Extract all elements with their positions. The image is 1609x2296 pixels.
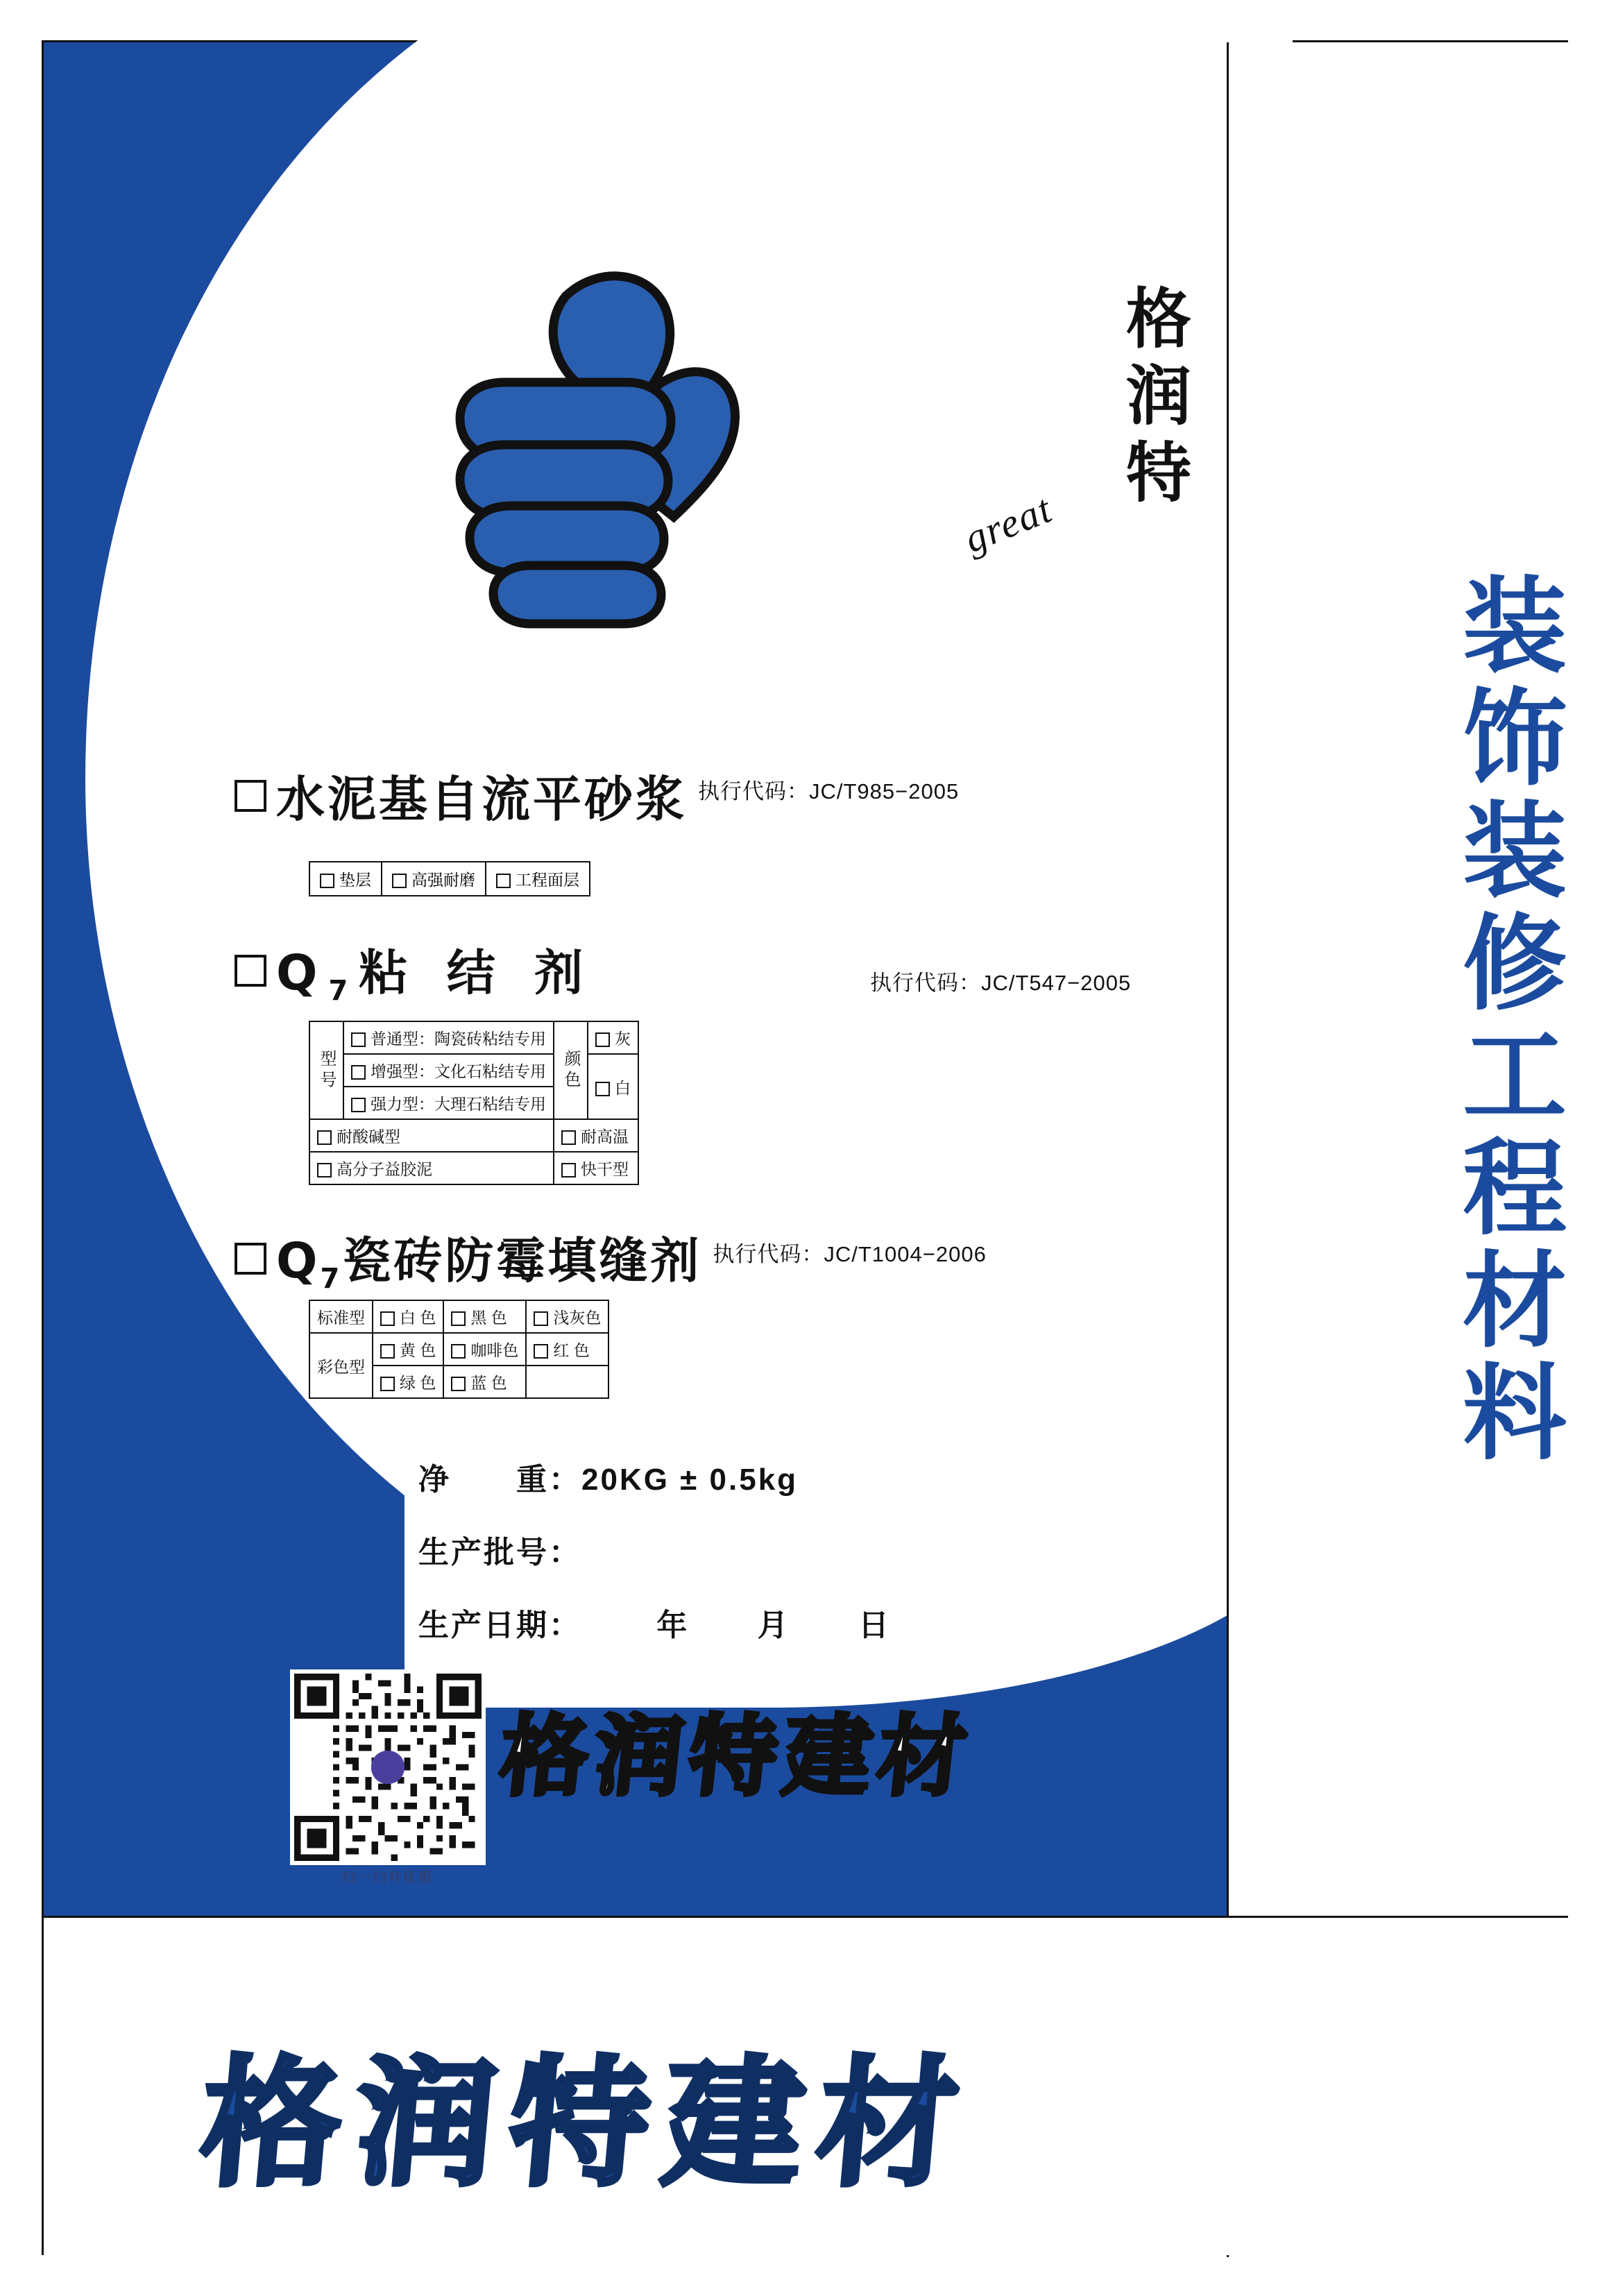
option-label: 灰 — [615, 1030, 631, 1048]
product-standard-grout: 执行代码：JC/T1004−2006 — [713, 1241, 987, 1266]
option-label: 高强耐磨 — [411, 871, 475, 889]
adhesive-type-option[interactable] — [309, 1152, 554, 1184]
product-code-q: Q — [276, 944, 329, 1001]
option-label: 快干型 — [581, 1160, 629, 1178]
product-standard-self-leveling: 执行代码：JC/T985−2005 — [698, 779, 960, 803]
option-checkbox[interactable] — [320, 874, 334, 888]
option-label: 蓝 色 — [470, 1374, 507, 1392]
option-checkbox[interactable] — [380, 1311, 395, 1326]
date-label: 生产日期： — [418, 1608, 581, 1643]
side-panel-text: 装饰装修工程材料 — [1445, 571, 1565, 1470]
product-checkbox-self-leveling[interactable] — [235, 780, 266, 812]
product-title-grout — [276, 1222, 701, 1295]
logo-brand-cn — [1126, 282, 1194, 513]
product-standard-adhesive: 执行代码：JC/T547−2005 — [870, 971, 1132, 995]
option-label: 强力型：大理石粘结专用 — [371, 1095, 546, 1113]
option-checkbox[interactable] — [534, 1344, 548, 1359]
adhesive-type-option[interactable] — [343, 1087, 554, 1119]
grout-color-option[interactable] — [443, 1333, 526, 1366]
option-label: 黄 色 — [400, 1341, 436, 1359]
option-checkbox[interactable] — [451, 1377, 466, 1391]
qr-caption: 扫一扫有优惠 — [341, 1870, 433, 1885]
option-label: 高分子益胶泥 — [337, 1160, 432, 1178]
option-checkbox[interactable] — [351, 1098, 366, 1112]
qr-code-image — [294, 1674, 482, 1861]
option-checkbox[interactable] — [595, 1032, 610, 1047]
date-line — [418, 1600, 891, 1644]
product-code-sub: 7 — [328, 975, 359, 1007]
grout-color-table — [309, 1300, 609, 1399]
option-label: 耐高温 — [581, 1128, 629, 1146]
grout-color-option[interactable] — [526, 1333, 608, 1366]
adhesive-type-option[interactable] — [554, 1152, 638, 1184]
grout-color-option[interactable] — [373, 1333, 443, 1366]
option-checkbox[interactable] — [380, 1377, 395, 1391]
option-checkbox[interactable] — [534, 1311, 548, 1326]
grout-color-option[interactable] — [526, 1300, 608, 1333]
logo-brand-char-3: 特 — [1126, 435, 1195, 511]
product-checkbox-grout[interactable] — [235, 1243, 266, 1275]
option-checkbox[interactable] — [351, 1032, 366, 1047]
product-grout — [235, 1222, 987, 1295]
adhesive-type-option[interactable] — [309, 1119, 554, 1152]
option-label: 垫层 — [339, 871, 371, 889]
grout-color-option[interactable] — [373, 1300, 443, 1333]
logo — [405, 250, 1195, 667]
option-checkbox[interactable] — [380, 1344, 395, 1359]
option-label: 绿 色 — [400, 1374, 436, 1392]
thumbs-up-icon — [418, 250, 779, 639]
option-checkbox[interactable] — [451, 1344, 466, 1359]
date-unit-month: 月 — [757, 1608, 790, 1643]
date-unit-year: 年 — [656, 1608, 690, 1643]
option-item[interactable] — [310, 862, 382, 895]
grout-row-label-colored: 彩色型 — [309, 1333, 373, 1398]
adhesive-color-label: 颜色 — [554, 1021, 588, 1119]
script-brand: 格润特建材 — [495, 1706, 978, 1808]
adhesive-color-option[interactable] — [588, 1054, 638, 1119]
product-self-leveling — [235, 760, 959, 831]
option-label: 增强型：文化石粘结专用 — [371, 1062, 546, 1080]
adhesive-type-label: 型号 — [309, 1021, 343, 1119]
option-checkbox[interactable] — [451, 1311, 466, 1326]
adhesive-color-option[interactable] — [588, 1021, 638, 1054]
net-weight-value: 20KG ± 0.5kg — [581, 1463, 799, 1497]
adhesive-type-option[interactable] — [343, 1054, 554, 1087]
grout-color-option[interactable] — [443, 1366, 526, 1398]
logo-brand-char-1: 格 — [1126, 282, 1195, 357]
product-name-adhesive: 粘 结 剂 — [359, 944, 595, 1001]
option-checkbox[interactable] — [351, 1065, 366, 1080]
grout-row-label-standard: 标准型 — [309, 1300, 373, 1333]
option-item[interactable] — [382, 862, 486, 895]
option-label: 白 — [615, 1078, 631, 1097]
side-panel — [1229, 42, 1568, 1916]
product-code-q: Q — [276, 1232, 321, 1289]
adhesive-type-option[interactable] — [554, 1119, 638, 1152]
batch-line — [418, 1527, 581, 1572]
option-label: 咖啡色 — [470, 1341, 519, 1359]
option-checkbox[interactable] — [496, 874, 511, 888]
front-panel — [44, 42, 1227, 1916]
logo-brand-char-2: 润 — [1126, 358, 1195, 434]
option-checkbox[interactable] — [561, 1130, 576, 1145]
option-label: 黑 色 — [470, 1309, 507, 1327]
date-unit-day: 日 — [858, 1608, 891, 1643]
grout-color-empty — [526, 1366, 608, 1398]
adhesive-spec-table — [309, 1021, 639, 1185]
logo-great-text: great — [957, 485, 1059, 562]
option-checkbox[interactable] — [561, 1163, 576, 1177]
batch-label: 生产批号： — [418, 1535, 581, 1570]
option-label: 红 色 — [553, 1341, 590, 1359]
option-label: 普通型：陶瓷砖粘结专用 — [371, 1030, 546, 1048]
product-title-self-leveling: 水泥基自流平砂浆 — [276, 771, 687, 828]
option-label: 浅灰色 — [553, 1309, 602, 1327]
product-checkbox-adhesive[interactable] — [235, 955, 266, 987]
option-label: 工程面层 — [516, 871, 579, 889]
self-leveling-options — [309, 861, 590, 896]
net-weight-label: 净 重： — [418, 1462, 581, 1497]
option-label: 白 色 — [400, 1309, 436, 1327]
bag-artwork — [42, 40, 1568, 2255]
grout-color-option[interactable] — [443, 1300, 526, 1333]
product-standard-adhesive-wrap — [859, 965, 1131, 996]
option-label: 耐酸碱型 — [337, 1128, 400, 1146]
grout-color-option[interactable] — [373, 1366, 443, 1398]
adhesive-type-option[interactable] — [343, 1021, 554, 1054]
option-item[interactable] — [486, 862, 589, 895]
product-code-sub: 7 — [320, 1263, 343, 1295]
product-adhesive — [235, 934, 594, 1007]
option-checkbox[interactable] — [595, 1082, 610, 1096]
product-title-adhesive — [276, 934, 594, 1007]
option-checkbox[interactable] — [317, 1130, 332, 1145]
option-checkbox[interactable] — [392, 874, 407, 888]
bottom-brand: 格润特建材 — [195, 2043, 980, 2205]
option-checkbox[interactable] — [317, 1163, 332, 1177]
qr-code[interactable] — [290, 1669, 486, 1865]
product-name-grout: 瓷砖防霉填缝剂 — [342, 1232, 702, 1289]
net-weight-line — [418, 1454, 798, 1499]
